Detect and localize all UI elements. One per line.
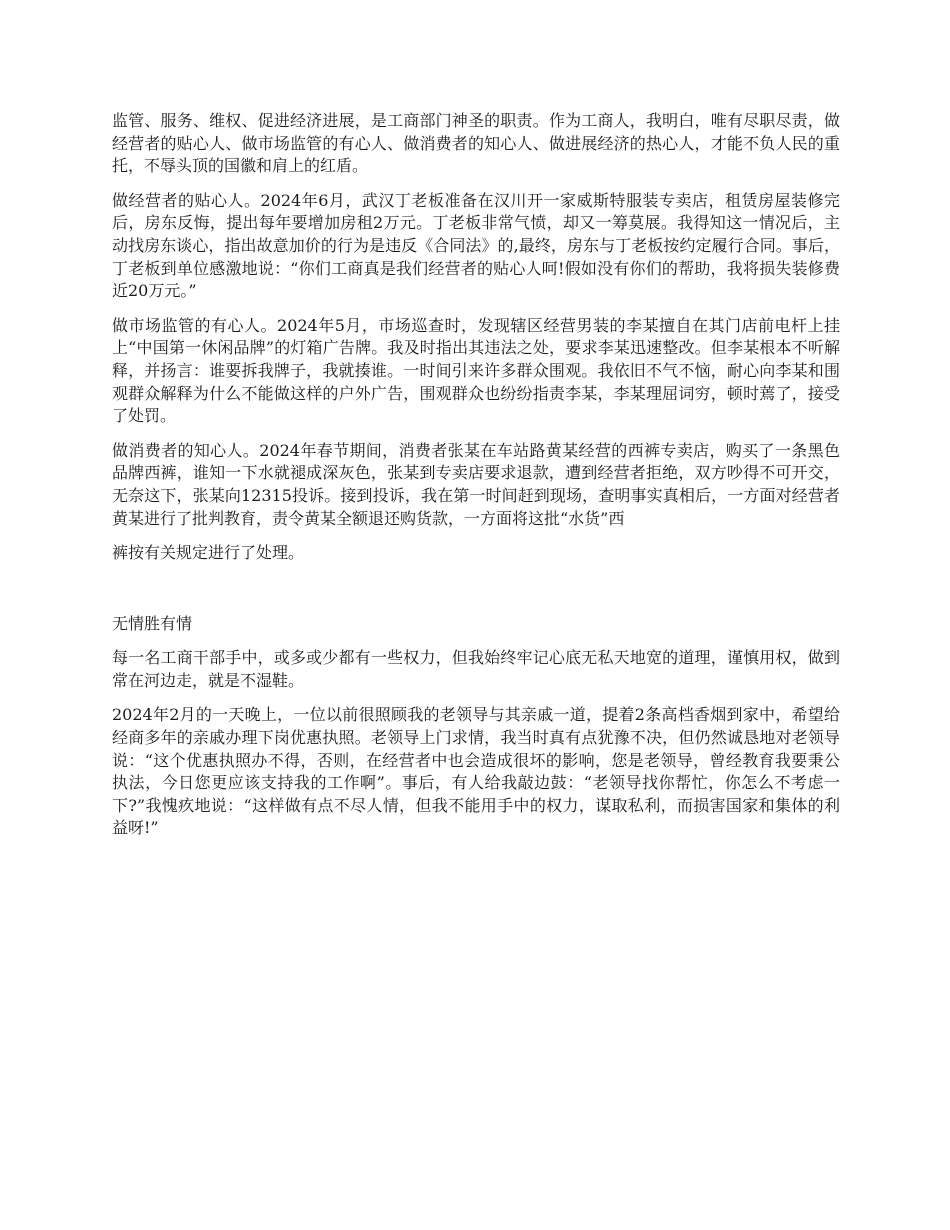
- paragraph-old-leader: 2024年2月的一天晚上，一位以前很照顾我的老领导与其亲戚一道，提着2条高档香烟到家中，希望给经商多年的亲戚办理下岗优惠执照。老领导上门求情，我当时真有点犹豫不决，但仍然诚恳地对老领导说：“这个优惠执照办不得，否则，在经营者中也会造成很坏的影响，您是老领导，曾经教育我要秉公执法，今日您更应该支持我的工作啊”。事后，有人给我敲边鼓：“老领导找你帮忙，你怎么不考虑一下?”我愧疚地说：“这样做有点不尽人情，但我不能用手中的权力，谋取私利，而损害国家和集体的利益呀!”: [112, 705, 840, 838]
- intro-paragraph: 监管、服务、维权、促进经济进展，是工商部门神圣的职责。作为工商人，我明白，唯有尽职尽责，做经营者的贴心人、做市场监管的有心人、做消费者的知心人、做进展经济的热心人，才能不负人民的重托，不辱头顶的国徽和肩上的红盾。: [112, 111, 840, 176]
- paragraph-market-supervision: 做市场监管的有心人。2024年5月，市场巡查时，发现辖区经营男装的李某擅自在其门店前电杆上挂上“中国第一休闲品牌”的灯箱广告牌。我及时指出其违法之处，要求李某迅速整改。但李某根本不听解释，并扬言：谁要拆我牌子，我就揍谁。一时间引来许多群众围观。我依旧不气不恼，耐心向李某和围观群众解释为什么不能做这样的户外广告，围观群众也纷纷指责李某，李某理屈词穷，顿时蔫了，接受了处罚。: [112, 315, 840, 426]
- paragraph-consumer: 做消费者的知心人。2024年春节期间，消费者张某在车站路黄某经营的西裤专卖店，购买了一条黑色品牌西裤，谁知一下水就褪成深灰色，张某到专卖店要求退款，遭到经营者拒绝，双方吵得不可开交，无奈这下，张某向12315投诉。接到投诉，我在第一时间赶到现场，查明事实真相后，一方面对经营者黄某进行了批判教育，责令黄某全额退还购货款，一方面将这批“水货”西: [112, 440, 840, 528]
- section-heading: 无情胜有情: [112, 613, 193, 633]
- document-page: [112, 110, 840, 852]
- section-spacer: [112, 565, 840, 613]
- paragraph-power: 每一名工商干部手中，或多或少都有一些权力，但我始终牢记心底无私天地宽的道理，谨慎用权，做到常在河边走，就是不湿鞋。: [112, 648, 840, 690]
- paragraph-business-owner: 做经营者的贴心人。2024年6月，武汉丁老板准备在汉川开一家威斯特服装专卖店，租赁房屋装修完后，房东反悔，提出每年要增加房租2万元。丁老板非常气愤，却又一筹莫展。我得知这一情况后，主动找房东谈心，指出故意加价的行为是违反《合同法》的,最终，房东与丁老板按约定履行合同。事后，丁老板到单位感激地说：“你们工商真是我们经营者的贴心人呵!假如没有你们的帮助，我将损失装修费近20万元。”: [112, 190, 840, 301]
- paragraph-consumer-continued: 裤按有关规定进行了处理。: [112, 543, 305, 563]
